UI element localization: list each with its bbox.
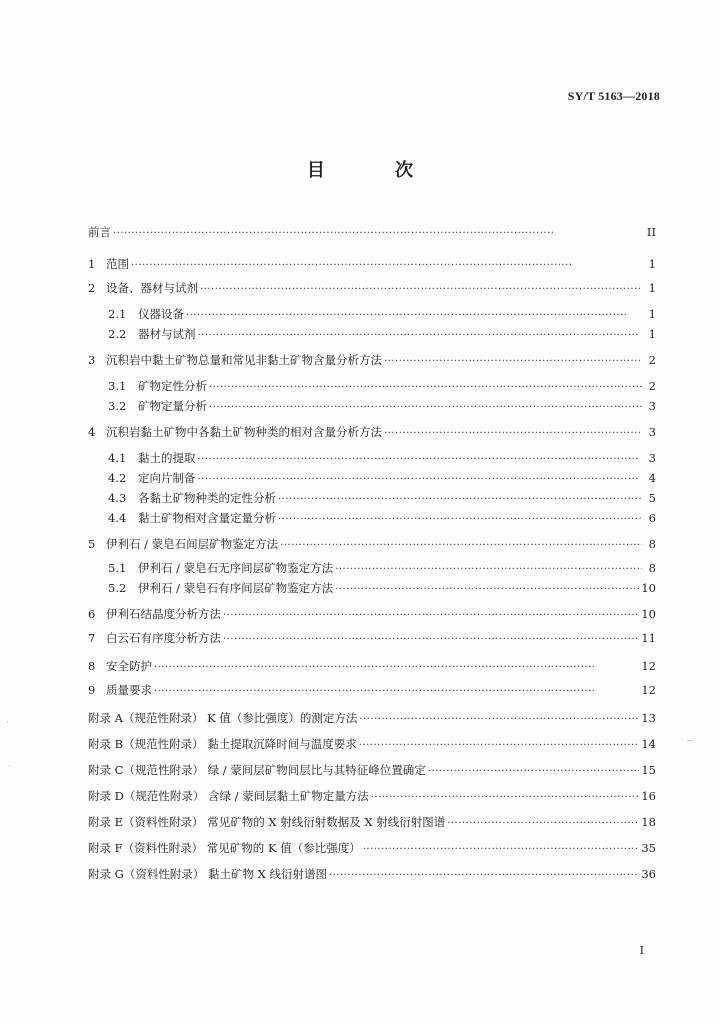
toc-entry-label: 附录 B（规范性附录） 黏土提取沉降时间与温度要求: [88, 737, 357, 751]
toc-entry[interactable]: [108, 398, 656, 414]
toc-entry[interactable]: [88, 256, 656, 272]
toc-entry-page: 14: [641, 737, 656, 751]
toc-entry-label: 仪器设备: [138, 307, 184, 321]
toc-entry[interactable]: [88, 658, 656, 674]
toc-entry[interactable]: [88, 352, 656, 368]
toc-entry-label: 定向片制备: [138, 471, 196, 485]
toc-entry-label: 伊利石结晶度分析方法: [106, 607, 221, 621]
toc-entry-page: 35: [641, 841, 656, 855]
toc-entry[interactable]: [88, 682, 656, 698]
toc-entry-number: 2: [88, 281, 96, 295]
toc-entry-number: 8: [88, 659, 96, 673]
dot-leader: [198, 472, 643, 488]
toc-entry-label: 各黏土矿物种类的定性分析: [138, 491, 276, 505]
toc-entry-label: 质量要求: [106, 683, 152, 697]
toc-entry-page: 10: [641, 607, 656, 621]
dot-leader: [223, 632, 639, 648]
toc-entry[interactable]: [108, 490, 656, 506]
toc-entry-number: 5.1: [108, 561, 127, 575]
scan-mark: ~: [685, 736, 694, 747]
toc-entry-label: 附录 F（资料性附录） 常见矿物的 K 值（参比强度）: [88, 841, 361, 855]
toc-entry-number: 9: [88, 683, 96, 697]
toc-entry-page: 16: [641, 789, 656, 803]
toc-entry[interactable]: [88, 814, 656, 830]
toc-entry-label: 附录 D（规范性附录） 含绿 / 蒙间层黏土矿物定量方法: [88, 789, 369, 803]
dot-leader: [198, 328, 643, 344]
toc-entry-page: 6: [648, 511, 656, 525]
toc-entry-label: 设备、器材与试剂: [106, 281, 198, 295]
dot-leader: [223, 608, 639, 624]
dot-leader: [329, 868, 639, 884]
dot-leader: [278, 492, 642, 508]
scan-mark: ·: [6, 718, 10, 729]
dot-leader: [335, 582, 639, 598]
toc-entry-label: 沉积岩黏土矿物中各黏土矿物种类的相对含量分析方法: [106, 425, 382, 439]
dot-leader: [186, 308, 642, 324]
page-number: I: [639, 944, 644, 957]
toc-entry[interactable]: [88, 866, 656, 882]
toc-entry-label: 黏土矿物相对含量定量分析: [138, 511, 276, 525]
dot-leader: [131, 258, 642, 274]
dot-leader: [384, 354, 642, 370]
toc-entry-page: 15: [641, 763, 656, 777]
toc-entry-page: 11: [641, 631, 656, 645]
toc-entry-page: 3: [648, 399, 656, 413]
toc-entry-label: 沉积岩中黏土矿物总量和常见非黏土矿物含量分析方法: [106, 353, 382, 367]
toc-entry-page: 8: [648, 537, 656, 551]
toc-entry-label: 黏土的提取: [138, 451, 196, 465]
toc-entry-page: 1: [648, 307, 656, 321]
toc-entry[interactable]: [108, 378, 656, 394]
toc-entry-page: 18: [641, 815, 656, 829]
dot-leader: [280, 538, 642, 554]
toc-entry[interactable]: [88, 280, 656, 296]
toc-entry-label: 器材与试剂: [138, 327, 196, 341]
dot-leader: [359, 738, 640, 754]
toc-entry-label: 矿物定量分析: [138, 399, 207, 413]
toc-entry-number: 3: [88, 353, 96, 367]
toc-entry-number: 1: [88, 257, 96, 271]
dot-leader: [359, 712, 639, 728]
toc-entry-label: 附录 C（规范性附录） 绿 / 蒙间层矿物间层比与其特征峰位置确定: [88, 763, 426, 777]
toc-entry[interactable]: [88, 736, 656, 752]
scan-mark: ·: [8, 762, 12, 773]
toc-entry-number: 3.2: [108, 399, 127, 413]
dot-leader: [209, 400, 642, 416]
toc-entry-label: 附录 G（资料性附录） 黏土矿物 X 线衍射谱图: [88, 867, 327, 881]
toc-entry-label: 安全防护: [106, 659, 152, 673]
toc-entry-page: II: [646, 225, 656, 239]
toc-entry-label: 范围: [106, 257, 129, 271]
toc-entry-number: 4.4: [108, 511, 127, 525]
toc-entry-number: 7: [88, 631, 96, 645]
toc-entry-label: 伊利石 / 蒙皂石有序间层矿物鉴定方法: [138, 581, 334, 595]
toc-entry-page: 36: [641, 867, 656, 881]
toc-entry-number: 3.1: [108, 379, 127, 393]
toc-entry[interactable]: [88, 840, 656, 856]
toc-entry-number: 5.2: [108, 581, 127, 595]
toc-entry-label: 白云石有序度分析方法: [106, 631, 221, 645]
toc-entry-label: 附录 E（资料性附录） 常见矿物的 X 射线衍射数据及 X 射线衍射图谱: [88, 815, 446, 829]
dot-leader: [335, 562, 642, 578]
dot-leader: [154, 684, 639, 700]
toc-entry[interactable]: [108, 510, 656, 526]
toc-entry-label: 前言: [88, 225, 111, 239]
toc-entry-page: 4: [648, 471, 656, 485]
toc-entry-page: 13: [641, 711, 656, 725]
dot-leader: [113, 226, 642, 242]
toc-entry-number: 5: [88, 537, 96, 551]
toc-entry[interactable]: [88, 788, 656, 804]
toc-entry-page: 8: [648, 561, 656, 575]
dot-leader: [384, 426, 642, 442]
dot-leader: [278, 512, 642, 528]
toc-entry[interactable]: [88, 606, 656, 622]
dot-leader: [371, 790, 640, 806]
toc-entry-number: 4.1: [108, 451, 127, 465]
toc-entry-label: 伊利石 / 蒙皂石间层矿物鉴定方法: [106, 537, 279, 551]
toc-entry-number: 4: [88, 425, 96, 439]
toc-entry-page: 1: [648, 327, 656, 341]
toc-entry-page: 3: [648, 451, 656, 465]
toc-entry-label: 伊利石 / 蒙皂石无序间层矿物鉴定方法: [138, 561, 334, 575]
toc-entry-number: 6: [88, 607, 96, 621]
toc-entry[interactable]: [108, 306, 656, 322]
toc-entry-number: 4.3: [108, 491, 127, 505]
toc-entry-label: 矿物定性分析: [138, 379, 207, 393]
toc-entry[interactable]: [88, 762, 656, 778]
dot-leader: [198, 452, 643, 468]
dot-leader: [154, 660, 639, 676]
toc-entry[interactable]: [108, 326, 656, 342]
toc-entry-number: 4.2: [108, 471, 127, 485]
dot-leader: [209, 380, 642, 396]
dot-leader: [363, 842, 640, 858]
toc-entry[interactable]: [108, 450, 656, 466]
toc-entry[interactable]: [108, 470, 656, 486]
toc-entry-page: 10: [641, 581, 656, 595]
toc-entry-number: 2.1: [108, 307, 127, 321]
toc-entry-page: 3: [648, 425, 656, 439]
toc-entry[interactable]: [88, 224, 656, 240]
toc-entry[interactable]: [88, 536, 656, 552]
toc-entry-page: 2: [648, 353, 656, 367]
standard-code: SY/T 5163—2018: [567, 89, 660, 103]
toc-entry-page: 12: [641, 659, 656, 673]
toc-entry[interactable]: [108, 560, 656, 576]
toc-entry[interactable]: [88, 630, 656, 646]
toc-entry[interactable]: [88, 424, 656, 440]
toc-entry-page: 1: [648, 257, 656, 271]
toc-entry-page: 5: [648, 491, 656, 505]
toc-entry[interactable]: [108, 580, 656, 596]
toc-entry-page: 1: [648, 281, 656, 295]
page-title: 目 次: [306, 160, 446, 181]
toc-entry-number: 2.2: [108, 327, 127, 341]
toc-entry-page: 2: [648, 379, 656, 393]
dot-leader: [428, 764, 640, 780]
dot-leader: [447, 816, 639, 832]
toc-entry-page: 12: [641, 683, 656, 697]
toc-entry[interactable]: [88, 710, 656, 726]
dot-leader: [200, 282, 642, 298]
toc-entry-label: 附录 A（规范性附录） K 值（参比强度）的测定方法: [88, 711, 358, 725]
